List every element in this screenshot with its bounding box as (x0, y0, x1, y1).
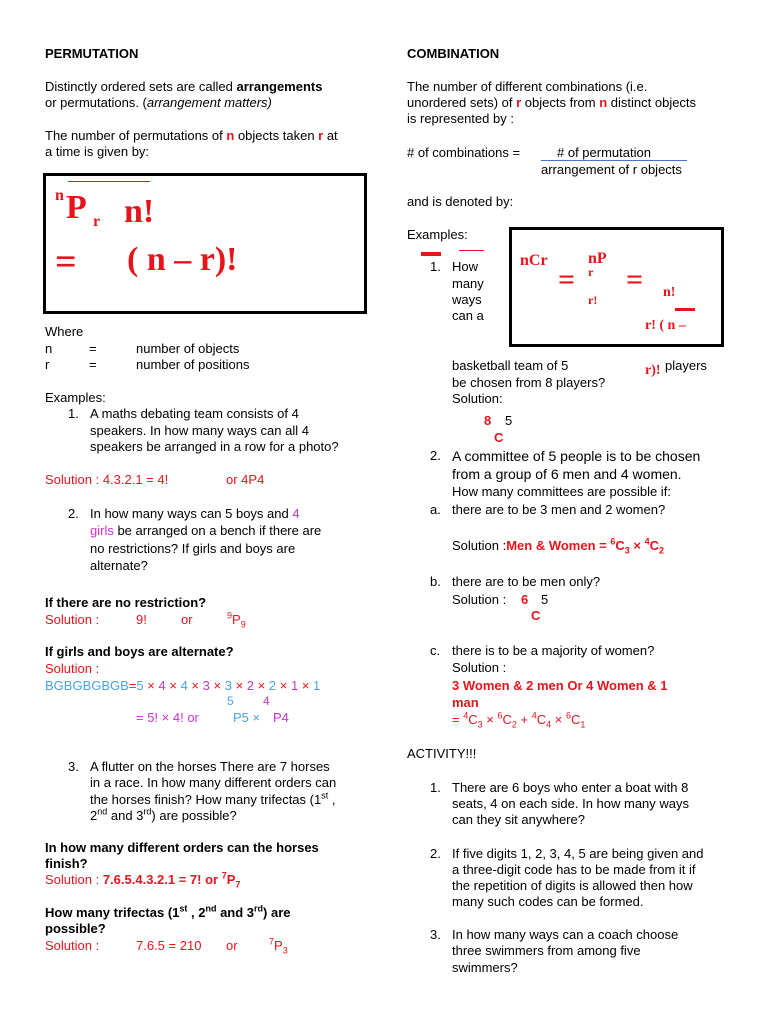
times: × (191, 678, 200, 693)
activity-2-number: 2. (430, 846, 441, 861)
part-b-text: there are to be men only? (452, 574, 601, 589)
part-c-solution-label: Solution : (452, 660, 507, 675)
part-a-solution (452, 538, 664, 554)
trifectas-value: 7.6.5 = 210 (136, 938, 202, 953)
text: and 3 (107, 808, 144, 823)
term: 1 (290, 678, 299, 693)
subscript: 3 (282, 945, 288, 956)
part-c-line-1: 3 Women & 2 men Or 4 Women & 1 (452, 678, 668, 693)
intro-line-1 (45, 79, 322, 95)
formula-n-fact: n! (663, 285, 676, 300)
formula-n-superscript: n (55, 187, 64, 204)
subscript: 1 (580, 719, 586, 730)
activity-1-number: 1. (430, 780, 441, 795)
text: The number of permutations of (45, 128, 227, 143)
part-a-label: a. (430, 502, 441, 517)
subscript: 4 (546, 719, 552, 730)
comb-example-1-line: many (452, 276, 484, 291)
text: unordered sets) of (407, 95, 517, 110)
r-symbol: r (516, 95, 522, 110)
text: ) are (263, 905, 291, 920)
alternate-heading: If girls and boys are alternate? (45, 644, 234, 659)
alternate-result: = 5! × 4! or (136, 710, 199, 725)
text: , (328, 792, 336, 807)
term: 1 (313, 678, 321, 693)
trifectas-perm (269, 938, 288, 954)
times: × (147, 678, 155, 693)
subscript: 3 (624, 545, 630, 556)
formula-np: nP (588, 250, 607, 267)
comb-example-2-line: A committee of 5 people is to be chosen (452, 448, 701, 464)
times: × (279, 678, 288, 693)
text: objects from (521, 95, 600, 110)
text: objects taken (234, 128, 319, 143)
where-label: Where (45, 324, 84, 339)
comb-label: # of combinations = (407, 145, 521, 160)
part-a-text: there are to be 3 men and 2 women? (452, 502, 666, 517)
text: be arranged on a bench if there are (113, 523, 322, 538)
times: × (257, 678, 266, 693)
part-b-solution-label: Solution : (452, 592, 507, 607)
bg-sequence: BGBGBGBGB (45, 678, 129, 693)
comb-ex1-8: 8 (484, 413, 492, 428)
comb-example-1-line-end: players (665, 358, 707, 373)
comb-ex1-5: 5 (505, 413, 513, 428)
text: , 2 (187, 905, 206, 920)
activity-3-line: In how many ways can a coach choose (452, 927, 679, 942)
comb-example-2-line: from a group of 6 men and 4 women. (452, 466, 682, 482)
superscript: st (179, 903, 188, 914)
superscript: 6 (610, 536, 616, 547)
def-r-symbol: r (45, 357, 50, 372)
C-symbol: C (502, 712, 512, 727)
example-1-solution: Solution : 4.3.2.1 = 4! (45, 472, 169, 487)
alt-superscript-5: 5 (227, 694, 234, 708)
activity-3-line: swimmers? (452, 960, 518, 975)
times: × (301, 678, 310, 693)
formula-den-1: r! ( n – (645, 318, 686, 333)
comb-example-1-line: basketball team of 5 (452, 358, 569, 373)
comb-example-2-number: 2. (430, 448, 441, 463)
example-1-line: speakers be arranged in a row for a photo? (90, 439, 339, 454)
text: 2 (90, 808, 98, 823)
arrangement-matters-note: arrangement matters) (146, 95, 272, 110)
term: 3 (224, 678, 232, 693)
value: Men & Women = (506, 538, 611, 553)
activity-2-line: many such codes can be formed. (452, 894, 644, 909)
superscript: rd (143, 806, 152, 817)
def-r-desc: number of positions (136, 357, 250, 372)
example-3-line (90, 792, 335, 808)
intro-line-2 (45, 95, 272, 111)
comb-example-1-line: ways (452, 292, 482, 307)
example-2-line (90, 506, 300, 522)
example-1-number: 1. (68, 406, 79, 421)
superscript: 4 (531, 710, 537, 721)
equals: = (128, 678, 137, 693)
n-symbol: n (599, 95, 608, 110)
formula-equals-2: = (626, 263, 644, 296)
orders-heading-2: finish? (45, 856, 88, 871)
example-3-number: 3. (68, 759, 79, 774)
text: distinct objects (607, 95, 697, 110)
alternate-sequence-line (45, 678, 320, 694)
formula-ncr: nCr (520, 252, 548, 269)
comb-denominator: arrangement of r objects (541, 162, 682, 177)
girls-count: 4 (292, 506, 300, 521)
example-2-line: alternate? (90, 558, 148, 573)
C-symbol: C (615, 538, 625, 553)
superscript: nd (97, 806, 108, 817)
combination-formula-box (509, 227, 724, 347)
superscript: 6 (497, 710, 503, 721)
part-b-6: 6 (521, 592, 529, 607)
term: 2 (246, 678, 255, 693)
activity-1-line: There are 6 boys who enter a boat with 8 (452, 780, 689, 795)
formula-r-sub: r (588, 265, 594, 279)
comb-example-1-number: 1. (430, 259, 441, 274)
comb-intro-line (407, 95, 696, 111)
comb-example-1-line: can a (452, 308, 484, 323)
no-restriction-value: 9! (136, 612, 147, 627)
C-symbol: C (536, 712, 547, 727)
term: 5 (136, 678, 144, 693)
def-n-desc: number of objects (136, 341, 240, 356)
alternate-solution-label: Solution : (45, 661, 100, 676)
activity-2-line: the repetition of digits is allowed then how (452, 878, 693, 893)
superscript: 4 (644, 536, 650, 547)
example-3-line (90, 808, 237, 824)
part-b-label: b. (430, 574, 441, 589)
comb-ex1-C: C (494, 430, 504, 445)
text: at (323, 128, 338, 143)
arrangements-term: arrangements (236, 79, 323, 94)
trifectas-or: or (226, 938, 238, 953)
P-symbol: P (226, 872, 236, 887)
comb-example-2-line: How many committees are possible if: (452, 484, 671, 499)
equals: = (452, 712, 464, 727)
formula-den-2: r)! (645, 363, 661, 378)
example-1-line: A maths debating team consists of 4 (90, 406, 299, 421)
part-c-label: c. (430, 643, 441, 658)
combination-heading: COMBINATION (407, 46, 500, 61)
text: ) are possible? (151, 808, 237, 823)
part-b-5: 5 (541, 592, 549, 607)
red-mark (421, 252, 441, 256)
P-symbol: P (232, 612, 241, 627)
times: × (629, 538, 645, 553)
comb-example-1-line: be chosen from 8 players? (452, 375, 606, 390)
trifectas-heading-2: possible? (45, 921, 106, 936)
intro-text: or permutations. ( (45, 95, 147, 110)
orders-heading: In how many different orders can the horses (45, 840, 319, 855)
superscript: 6 (565, 710, 571, 721)
perm-desc-line-1 (45, 128, 338, 144)
alternate-P5: P5 × (233, 710, 261, 725)
value: 7.6.5.4.3.2.1 = 7! or (102, 872, 222, 887)
permutation-heading: PERMUTATION (45, 46, 139, 61)
formula-r-fact: r! (588, 293, 598, 307)
superscript: 7 (221, 870, 227, 881)
formula-equals-1: = (558, 263, 576, 296)
comb-intro-line: is represented by : (407, 111, 514, 126)
comb-examples-label: Examples: (407, 227, 468, 242)
activity-1-line: can they sit anywhere? (452, 812, 585, 827)
times: × (169, 678, 177, 693)
plus: + (516, 712, 532, 727)
comb-numerator: # of permutation (557, 145, 651, 160)
activity-3-line: three swimmers from among five (452, 943, 641, 958)
times: × (551, 712, 566, 727)
comb-example-1-solution-label: Solution: (452, 391, 503, 406)
text: In how many ways can 5 boys and (90, 506, 293, 521)
activity-3-number: 3. (430, 927, 441, 942)
formula-r-subscript: r (93, 213, 101, 230)
term: 3 (202, 678, 210, 693)
label: Solution : (45, 872, 103, 887)
term: 4 (180, 678, 188, 693)
text: the horses finish? How many trifectas (1 (90, 792, 322, 807)
n-symbol: n (226, 128, 235, 143)
alternate-P4: P4 (273, 710, 289, 725)
superscript: nd (205, 903, 217, 914)
intro-text: Distinctly ordered sets are called (45, 79, 237, 94)
fraction-bar (675, 308, 695, 311)
activity-1-line: seats, 4 on each side. In how many ways (452, 796, 690, 811)
part-c-line-2: man (452, 695, 479, 710)
times: × (213, 678, 222, 693)
text: How many trifectas (1 (45, 905, 180, 920)
times: × (235, 678, 244, 693)
formula-P: P (66, 189, 87, 226)
example-2-line (90, 523, 321, 539)
formula-overline (68, 181, 150, 182)
text: and 3 (216, 905, 255, 920)
example-3-line: A flutter on the horses There are 7 horses (90, 759, 330, 774)
example-1-line: speakers. In how many ways can all 4 (90, 423, 309, 438)
superscript: st (321, 790, 329, 801)
formula-equals: = (55, 241, 77, 283)
C-symbol: C (468, 712, 478, 727)
subscript: 2 (511, 719, 517, 730)
subscript: 7 (235, 879, 241, 890)
denoted-by: and is denoted by: (407, 194, 514, 209)
subscript: 9 (240, 619, 246, 630)
comb-intro-line: The number of different combinations (i.e. (407, 79, 648, 94)
trifectas-solution-label: Solution : (45, 938, 100, 953)
examples-label: Examples: (45, 390, 106, 405)
superscript: rd (254, 903, 264, 914)
term: 2 (268, 678, 277, 693)
comb-example-1-line: How (452, 259, 479, 274)
example-1-solution-alt: or 4P4 (226, 472, 265, 487)
example-2-line: no restrictions? If girls and boys are (90, 541, 296, 556)
perm-desc-line-2: a time is given by: (45, 144, 150, 159)
times: × (482, 712, 498, 727)
def-n-symbol: n (45, 341, 53, 356)
no-restriction-perm (227, 612, 246, 628)
def-n-eq: = (89, 341, 97, 356)
fraction-bar (541, 160, 687, 161)
alt-superscript-4: 4 (263, 694, 270, 708)
part-c-expression (452, 712, 585, 728)
formula-denominator: ( n – r)! (127, 241, 238, 278)
subscript: 3 (477, 719, 483, 730)
no-restriction-heading: If there are no restriction? (45, 595, 207, 610)
superscript: 7 (269, 936, 275, 947)
girls-word: girls (90, 523, 114, 538)
formula-numerator: n! (124, 193, 155, 230)
term: 4 (158, 678, 166, 693)
label: Solution : (452, 538, 507, 553)
red-mark (459, 250, 484, 251)
no-restriction-or: or (181, 612, 193, 627)
subscript: 2 (659, 545, 665, 556)
superscript: 9 (227, 610, 233, 621)
part-c-text: there is to be a majority of women? (452, 643, 655, 658)
orders-solution (45, 872, 240, 888)
example-2-number: 2. (68, 506, 79, 521)
activity-heading: ACTIVITY!!! (407, 746, 477, 761)
trifectas-heading (45, 905, 291, 921)
r-symbol: r (318, 128, 324, 143)
superscript: 4 (463, 710, 469, 721)
example-3-line: in a race. In how many different orders can (90, 775, 337, 790)
part-b-C: C (531, 608, 541, 623)
C-symbol: C (649, 538, 659, 553)
activity-2-line: If five digits 1, 2, 3, 4, 5 are being given and (452, 846, 704, 861)
P-symbol: P (274, 938, 283, 953)
C-symbol: C (570, 712, 581, 727)
activity-2-line: a three-digit code has to be made from it if (452, 862, 696, 877)
no-restriction-solution-label: Solution : (45, 612, 100, 627)
def-r-eq: = (89, 357, 97, 372)
